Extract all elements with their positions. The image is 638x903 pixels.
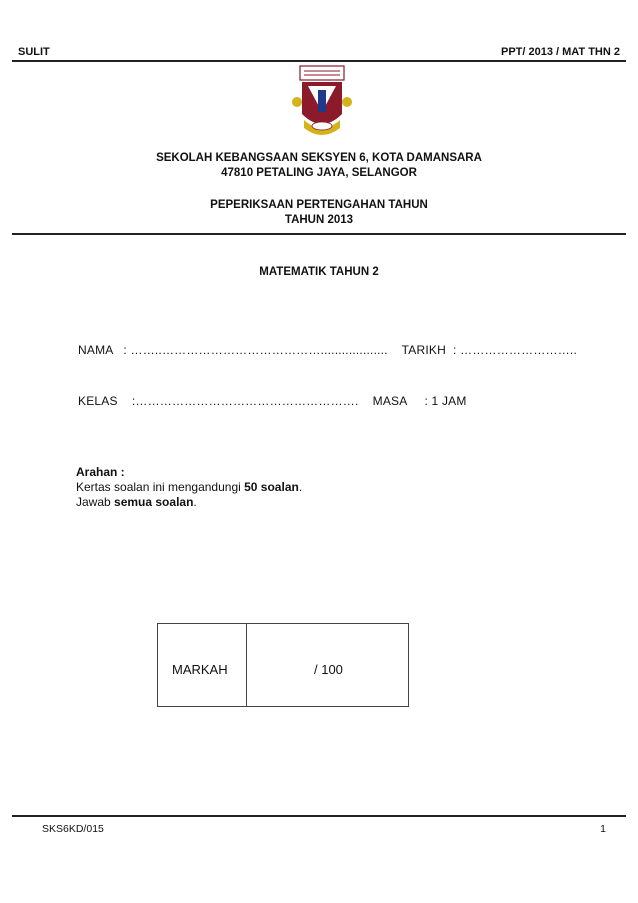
exam-year: TAHUN 2013 <box>284 214 354 226</box>
mark-score-field[interactable]: / 100 <box>314 662 343 677</box>
kelas-row <box>78 394 467 408</box>
kelas-field[interactable]: :………………………………………………. <box>131 394 359 408</box>
footer-code: SKS6KD/015 <box>42 823 104 835</box>
school-name: SEKOLAH KEBANGSAAN SEKSYEN 6, KOTA DAMANSARA <box>156 152 482 164</box>
mark-label: MARKAH <box>172 662 228 677</box>
school-crest-logo <box>290 64 354 144</box>
instructions-title: Arahan : <box>76 465 125 479</box>
header-right-code: PPT/ 2013 / MAT THN 2 <box>501 46 620 58</box>
instructions-block <box>76 465 302 510</box>
header-left-label: SULIT <box>18 46 50 58</box>
masa-label: MASA <box>372 394 407 408</box>
subject-title: MATEMATIK TAHUN 2 <box>259 266 379 278</box>
kelas-label: KELAS <box>78 394 118 408</box>
instruction-line-2: Jawab semua soalan. <box>76 495 197 509</box>
tarikh-label: TARIKH <box>401 343 446 357</box>
mark-box <box>157 623 409 707</box>
mark-box-divider <box>246 624 247 706</box>
nama-label: NAMA <box>78 343 113 357</box>
tarikh-field[interactable]: : ……………………….. <box>453 343 577 357</box>
masa-value: : 1 JAM <box>424 394 467 408</box>
school-address: 47810 PETALING JAYA, SELANGOR <box>221 167 417 179</box>
footer-rule <box>12 815 626 817</box>
title-rule <box>12 233 626 235</box>
nama-field[interactable]: : ……..…………………………………................... <box>123 343 388 357</box>
exam-title: PEPERIKSAAN PERTENGAHAN TAHUN <box>210 199 428 211</box>
instruction-line-1: Kertas soalan ini mengandungi 50 soalan. <box>76 480 303 494</box>
header-rule <box>12 60 626 62</box>
nama-row <box>78 343 577 357</box>
page-number: 1 <box>600 823 606 835</box>
